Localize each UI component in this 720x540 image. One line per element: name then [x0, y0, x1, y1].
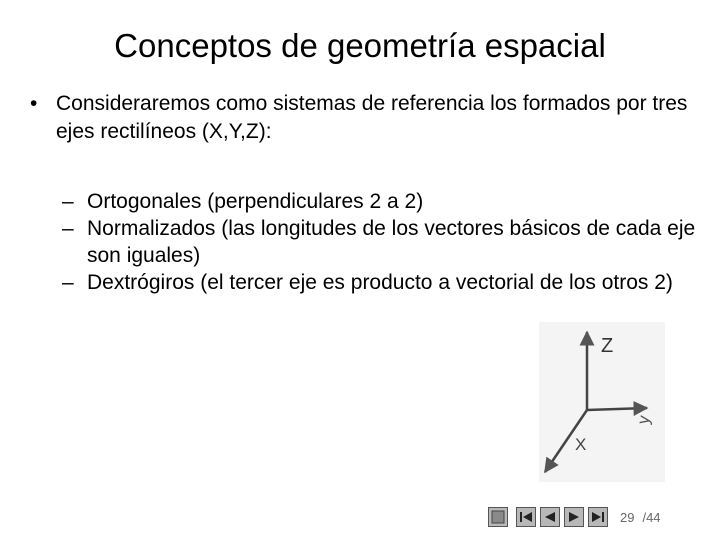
sub-item-normalizados — [62, 215, 702, 269]
sub-item-text: Normalizados (las longitudes de los vectores básicos de cada eje son iguales) — [87, 217, 696, 267]
bullet-mark: • — [30, 92, 38, 115]
sub-item-text: Ortogonales (perpendiculares 2 a 2) — [87, 190, 424, 213]
slide-title: Conceptos de geometría espacial — [114, 27, 606, 64]
last-slide-icon — [591, 510, 605, 524]
sub-item-dextrogiros — [62, 269, 702, 296]
main-bullet — [30, 90, 700, 146]
previous-slide-icon — [543, 510, 557, 524]
sub-item-list — [62, 188, 702, 296]
previous-slide-button[interactable] — [540, 507, 560, 527]
next-slide-button[interactable] — [564, 507, 584, 527]
sub-item-dash: – — [62, 271, 74, 294]
coordinate-axes-figure — [535, 322, 665, 482]
current-page-number: 29 — [620, 509, 635, 525]
first-slide-button[interactable] — [516, 507, 536, 527]
outline-icon — [491, 510, 505, 524]
bullet-text: Consideraremos como sistemas de referencia los formados por tres ejes rectilíneos (X,Y,Z): — [56, 92, 688, 143]
first-slide-icon — [519, 510, 533, 524]
slide-navigation — [488, 506, 661, 528]
sub-item-dash: – — [62, 190, 74, 213]
next-slide-icon — [567, 510, 581, 524]
x-axis-label: X — [575, 435, 587, 454]
total-pages: /44 — [642, 509, 661, 525]
sub-item-ortogonales — [62, 188, 702, 215]
z-axis-label: Z — [601, 335, 614, 357]
sub-item-dash: – — [62, 217, 74, 240]
y-axis-label: y — [633, 414, 654, 426]
outline-button[interactable] — [488, 507, 508, 527]
last-slide-button[interactable] — [588, 507, 608, 527]
sub-item-text: Dextrógiros (el tercer eje es producto a vectorial de los otros 2) — [87, 271, 673, 294]
